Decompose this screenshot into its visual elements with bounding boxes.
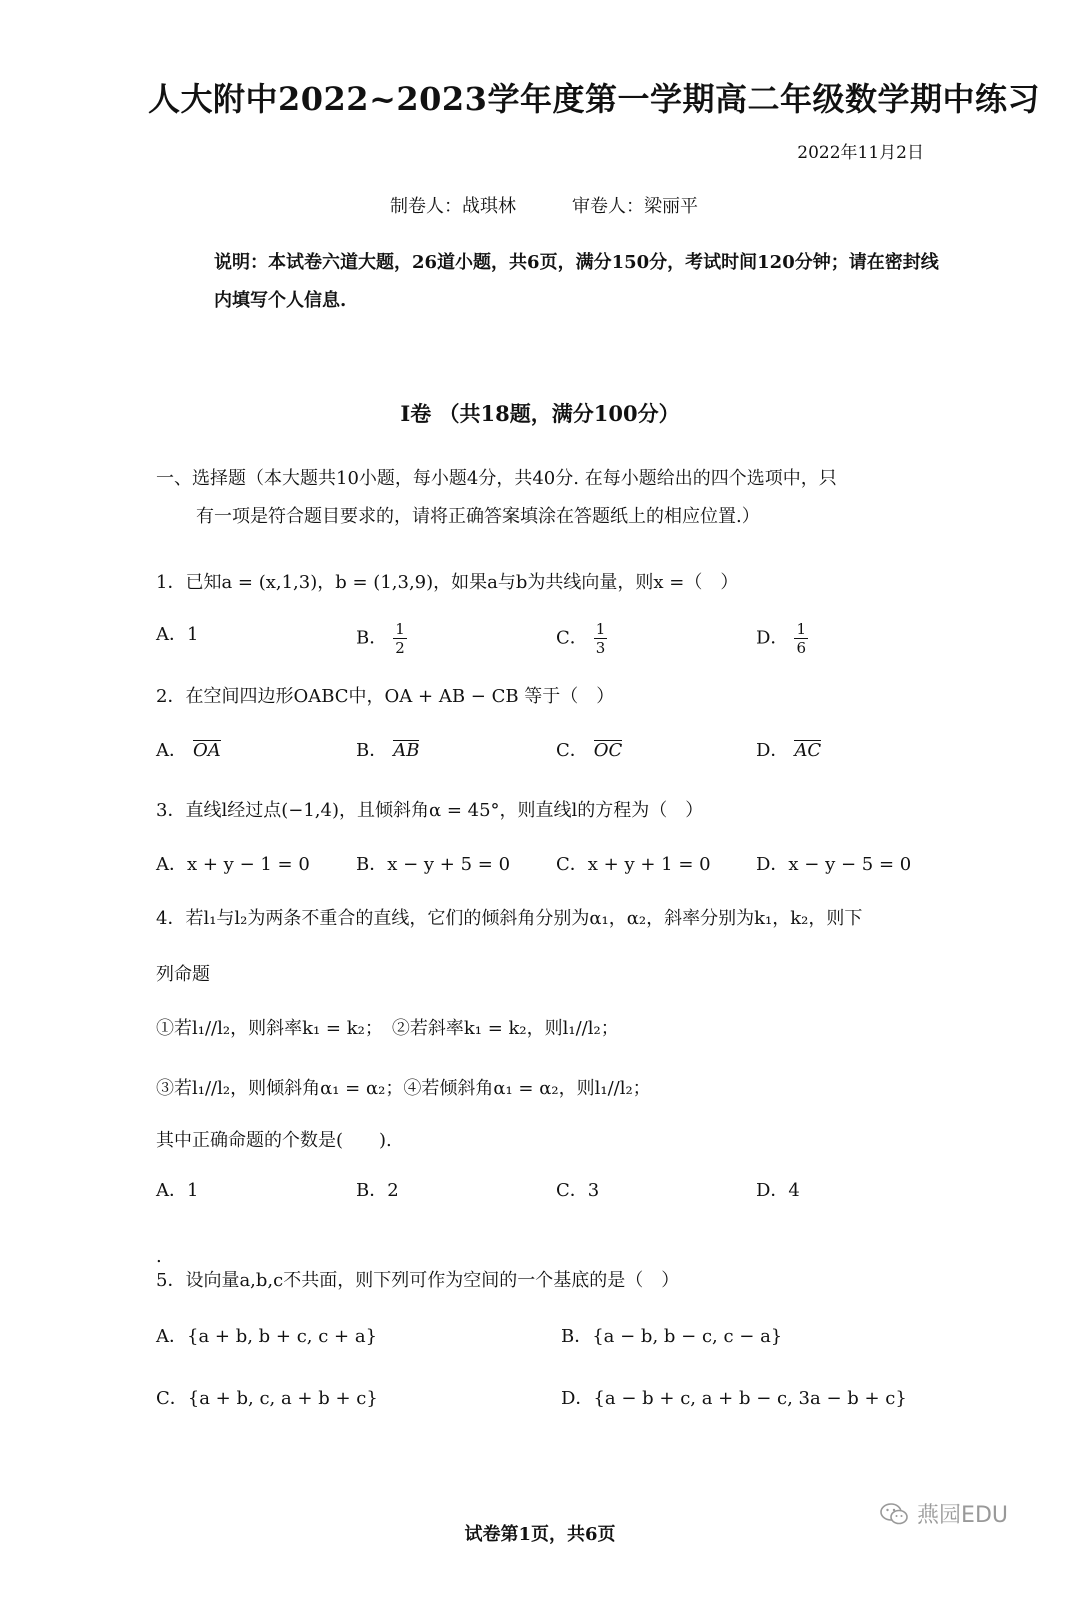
question-4-propositions-1: ①若l₁//l₂，则斜率k₁ = k₂； ②若斜率k₁ = k₂，则l₁//l₂； bbox=[156, 1018, 619, 1039]
question-5-stem: 5．设向量a,b,c不共面，则下列可作为空间的一个基底的是（ ） bbox=[156, 1270, 680, 1291]
wechat-icon bbox=[879, 1502, 909, 1526]
q3-option-a[interactable]: A．x + y − 1 = 0 bbox=[156, 854, 310, 875]
q2-a-vector: OA bbox=[193, 740, 221, 761]
q1-c-numerator: 1 bbox=[595, 620, 606, 638]
watermark-text: 燕园EDU bbox=[917, 1503, 1008, 1528]
q1-option-a[interactable] bbox=[156, 620, 356, 657]
q5-option-d[interactable]: D．{a − b + c, a + b − c, 3a − b + c} bbox=[561, 1388, 907, 1409]
q3-option-c[interactable]: C．x + y + 1 = 0 bbox=[556, 854, 711, 875]
question-1-options bbox=[156, 620, 986, 657]
exam-authors bbox=[390, 192, 698, 218]
question-5-options-row2 bbox=[156, 1384, 986, 1410]
q2-a-label: A． bbox=[156, 740, 187, 761]
q4-option-b[interactable]: B．2 bbox=[356, 1180, 399, 1201]
q1-a-label: A． bbox=[156, 624, 187, 645]
q1-option-d[interactable] bbox=[756, 620, 956, 657]
q1-b-numerator: 1 bbox=[395, 620, 405, 638]
exam-title: 人大附中2022~2023学年度第一学期高二年级数学期中练习 bbox=[148, 80, 1040, 118]
q1-b-denominator: 2 bbox=[395, 639, 405, 657]
q2-c-vector: OC bbox=[593, 740, 623, 761]
q1-a-value: 1 bbox=[187, 624, 199, 645]
q1-b-label: B． bbox=[356, 627, 388, 649]
q1-d-fraction bbox=[794, 620, 808, 657]
watermark bbox=[879, 1498, 1008, 1529]
exam-instructions: 说明：本试卷六道大题，26道小题，共6页，满分150分，考试时间120分钟；请在密封线内填写个人信息. bbox=[214, 252, 939, 311]
stray-dot: . bbox=[156, 1246, 162, 1267]
q1-c-denominator: 3 bbox=[595, 639, 606, 657]
q1-d-numerator: 1 bbox=[796, 620, 806, 638]
q2-b-vector: AB bbox=[393, 740, 420, 761]
question-3-options bbox=[156, 850, 986, 876]
choice-section-header bbox=[156, 460, 956, 536]
exam-date: 2022年11月2日 bbox=[797, 143, 924, 163]
question-4-stem-line1: 4．若l₁与l₂为两条不重合的直线，它们的倾斜角分别为α₁，α₂，斜率分别为k₁，k₂，则下 bbox=[156, 908, 863, 929]
question-2-options bbox=[156, 736, 986, 762]
section-title: Ⅰ卷 （共18题，满分100分） bbox=[400, 401, 680, 426]
q1-option-c[interactable] bbox=[556, 620, 756, 657]
q1-c-fraction bbox=[594, 620, 608, 657]
question-2-stem: 2．在空间四边形OABC中，OA + AB − CB 等于（ ） bbox=[156, 686, 615, 707]
choice-header-line2: 有一项是符合题目要求的，请将正确答案填涂在答题纸上的相应位置.） bbox=[196, 506, 760, 527]
q2-option-b[interactable] bbox=[356, 736, 556, 762]
q2-b-label: B． bbox=[356, 740, 388, 761]
question-5-options-row1 bbox=[156, 1322, 986, 1348]
q2-option-a[interactable] bbox=[156, 736, 356, 762]
page-footer: 试卷第1页，共6页 bbox=[464, 1524, 616, 1545]
q3-option-d[interactable]: D．x − y − 5 = 0 bbox=[756, 854, 912, 875]
q2-d-vector: AC bbox=[794, 740, 822, 761]
question-4-propositions-2: ③若l₁//l₂，则倾斜角α₁ = α₂；④若倾斜角α₁ = α₂，则l₁//l₂； bbox=[156, 1078, 651, 1099]
q1-d-label: D． bbox=[756, 627, 789, 649]
q1-d-denominator: 6 bbox=[796, 639, 806, 657]
q2-option-c[interactable] bbox=[556, 736, 756, 762]
q5-option-c[interactable]: C．{a + b, c, a + b + c} bbox=[156, 1388, 378, 1409]
q5-option-a[interactable]: A．{a + b, b + c, c + a} bbox=[156, 1326, 378, 1347]
q1-c-label: C． bbox=[556, 627, 588, 649]
q2-option-d[interactable] bbox=[756, 736, 956, 762]
q5-option-b[interactable]: B．{a − b, b − c, c − a} bbox=[561, 1326, 783, 1347]
q1-option-b[interactable] bbox=[356, 620, 556, 657]
q4-option-c[interactable]: C．3 bbox=[556, 1180, 600, 1201]
q3-option-b[interactable]: B．x − y + 5 = 0 bbox=[356, 854, 511, 875]
choice-header-line1: 一、选择题（本大题共10小题，每小题4分，共40分. 在每小题给出的四个选项中，只 bbox=[156, 468, 837, 489]
question-4-stem-line2: 列命题 bbox=[156, 964, 210, 985]
question-4-options bbox=[156, 1176, 986, 1202]
question-3-stem: 3．直线l经过点(−1,4)，且倾斜角α = 45°，则直线l的方程为（ ） bbox=[156, 800, 704, 821]
q4-option-d[interactable]: D．4 bbox=[756, 1180, 800, 1201]
reviewer-label: 审卷人：梁丽平 bbox=[572, 196, 698, 217]
maker-label: 制卷人：战琪林 bbox=[390, 196, 516, 217]
q1-b-fraction bbox=[393, 620, 407, 657]
q2-d-label: D． bbox=[756, 740, 789, 761]
q2-c-label: C． bbox=[556, 740, 588, 761]
q4-option-a[interactable]: A．1 bbox=[156, 1180, 199, 1201]
question-1-stem: 1．已知a = (x,1,3)，b = (1,3,9)，如果a与b为共线向量，则x =（ ） bbox=[156, 572, 739, 593]
question-4-ask: 其中正确命题的个数是( ). bbox=[156, 1130, 392, 1151]
